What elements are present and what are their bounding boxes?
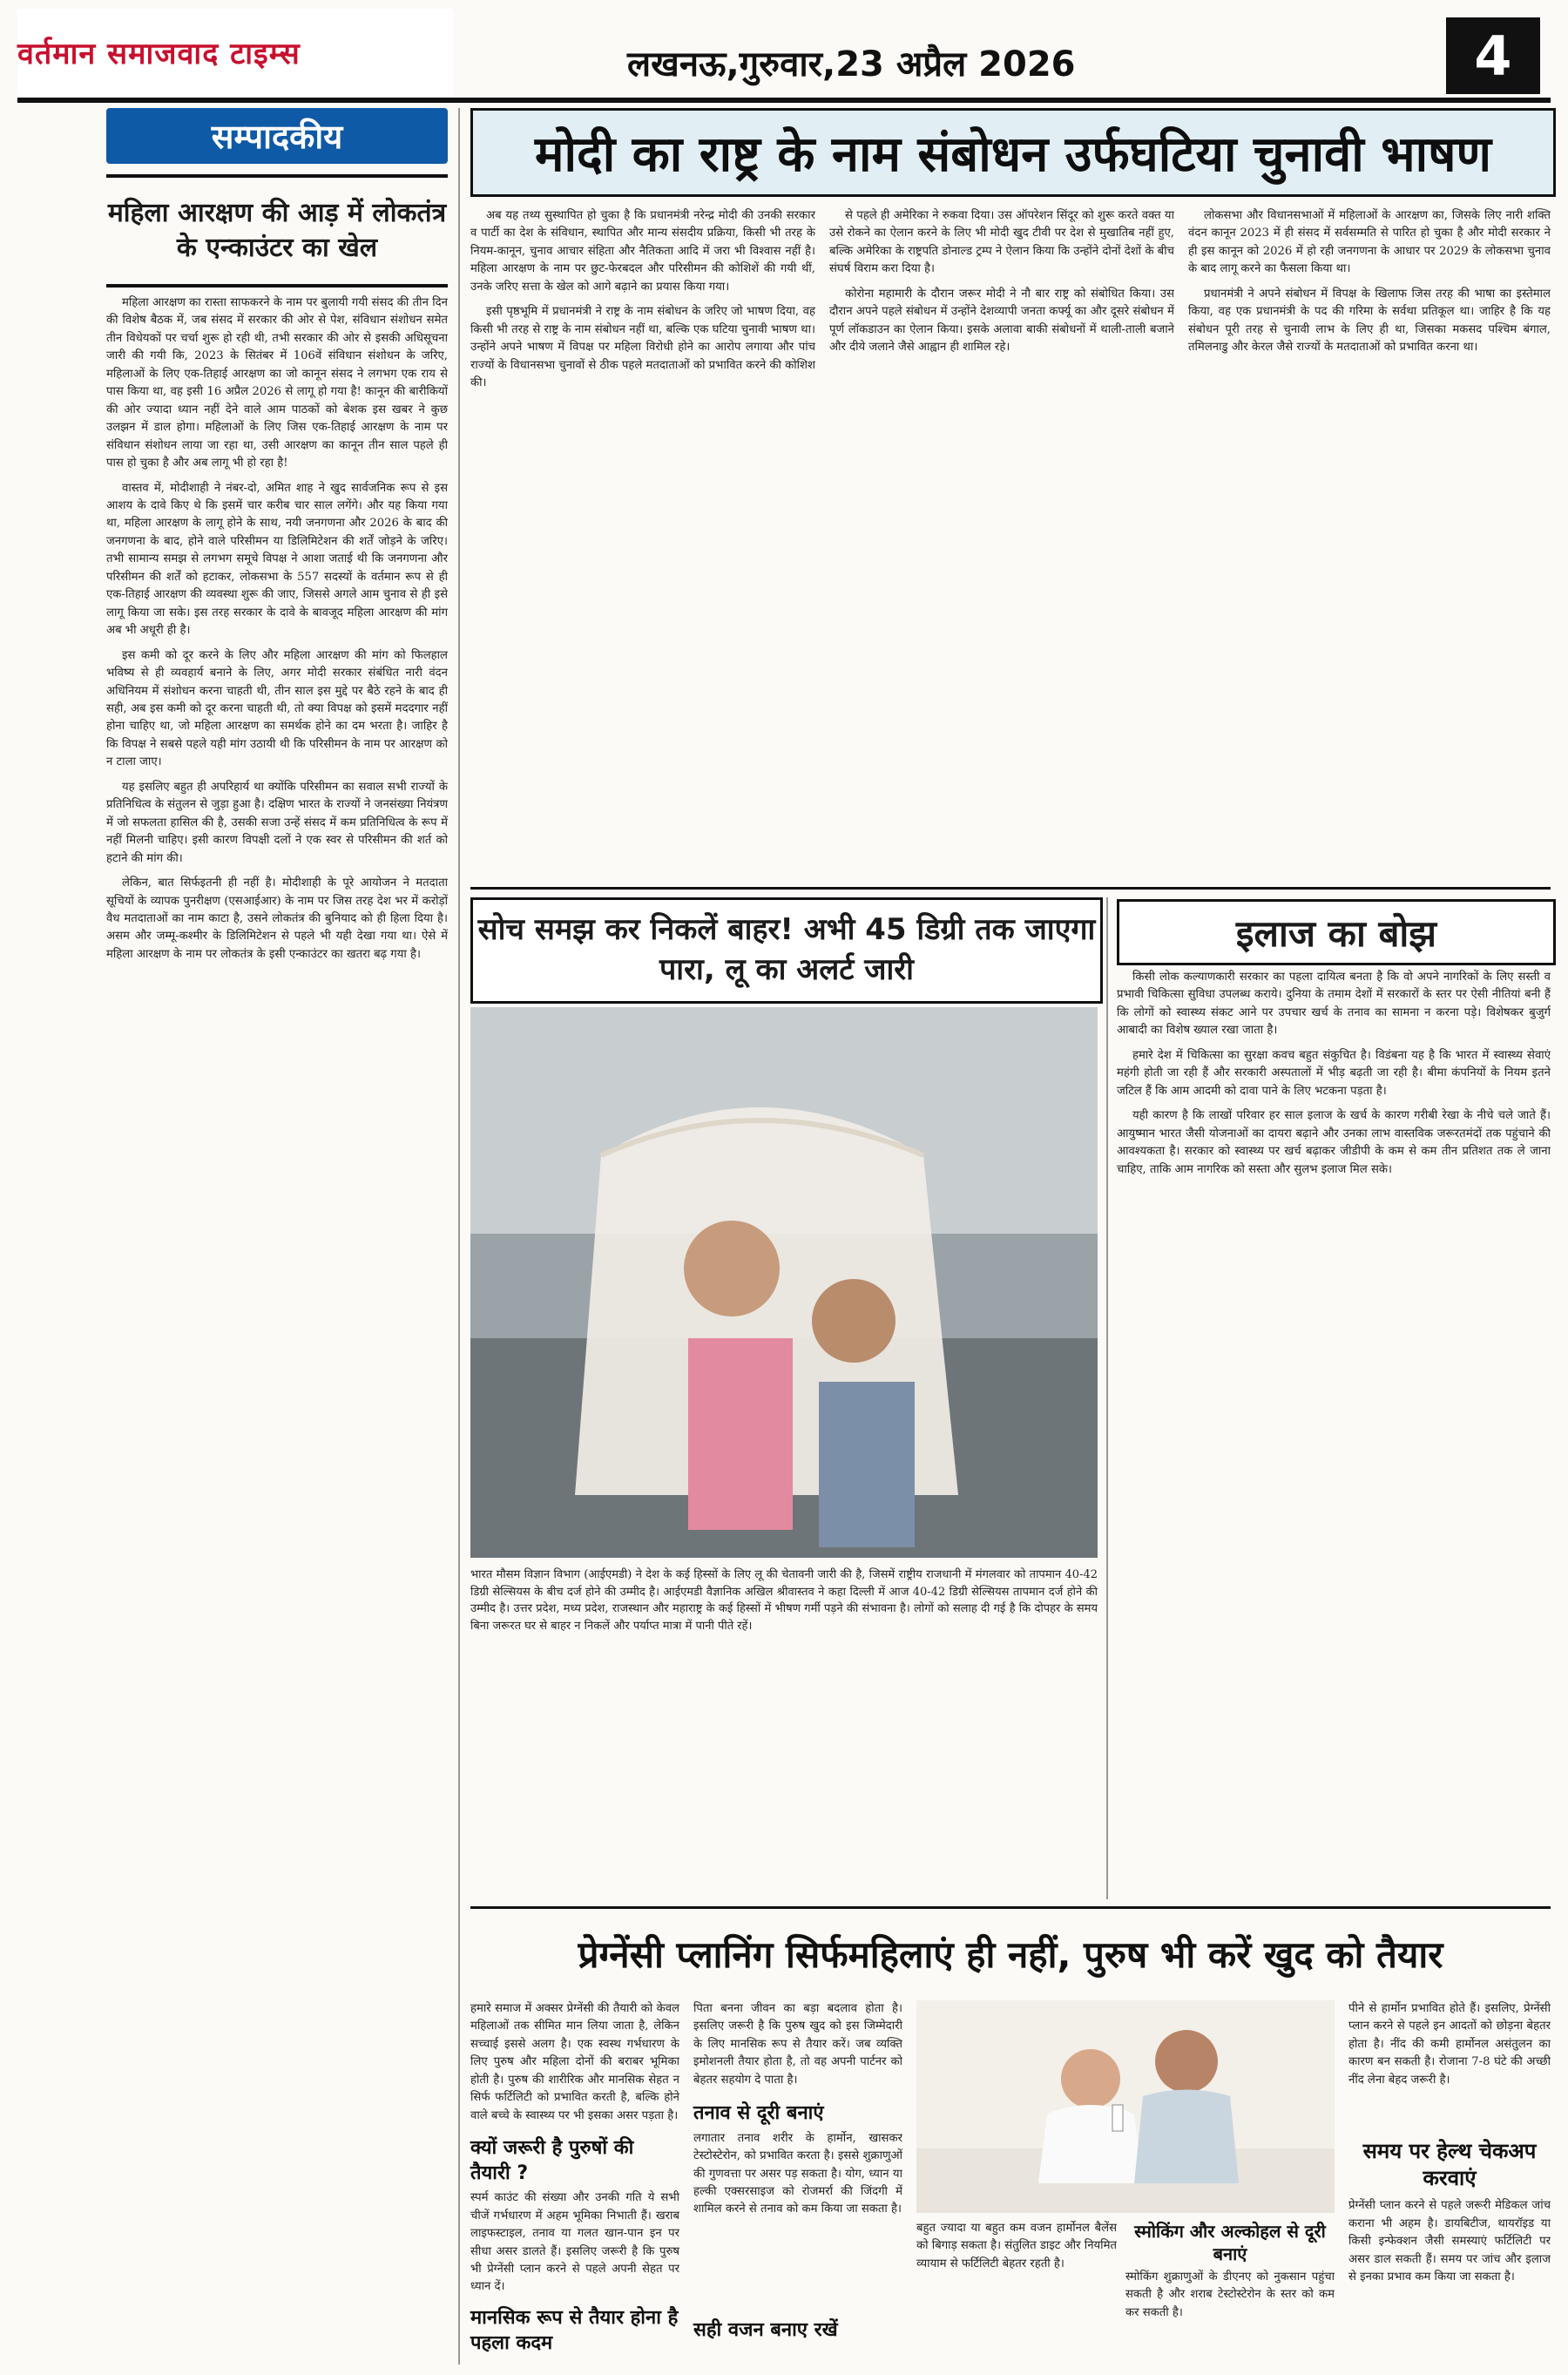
pregnancy-col2 bbox=[693, 2000, 902, 2366]
pregnancy-paragraph: हमारे समाज में अक्सर प्रेग्नेंसी की तैयारी को केवल महिलाओं तक सीमित मान लिया जाता है, लेकिन सच्चाई इससे अलग है। एक स्वस्थ गर्भधारण के लिए पुरुष और महिला दोनों की बराबर भूमिका होती है। पुरुष की शारीरिक और मानसिक सेहत न सिर्फ फर्टिलिटी को प्रभावित करती है, बल्कि होने वाले बच्चे के स्वास्थ्य पर भी इसका असर पड़ता है। bbox=[470, 2002, 679, 2122]
heatwave-headline: सोच समझ कर निकलें बाहर! अभी 45 डिग्री तक जाएगा पारा, लू का अलर्ट जारी bbox=[470, 897, 1103, 1004]
pregnancy-headline: प्रेग्नेंसी प्लानिंग सिर्फमहिलाएं ही नहीं, पुरुष भी करें खुद को तैयार bbox=[578, 1932, 1443, 1976]
pregnancy-subhead: सही वजन बनाए रखें bbox=[693, 2318, 838, 2341]
page-number: 4 bbox=[1446, 17, 1540, 94]
pregnancy-photo-illustration bbox=[916, 2000, 1335, 2213]
pregnancy-paragraph: स्पर्म काउंट की संख्या और उनकी गति ये सभी चीजें गर्भधारण में अहम भूमिका निभाती हैं। खराब लाइफस्टाइल, तनाव या गलत खान-पान इन पर सीधा असर डालते हैं। इसलिए जरूरी है कि पुरुष भी प्रेग्नेंसी प्लान करने से पहले अपनी सेहत पर ध्यान दें। bbox=[470, 2191, 679, 2294]
burden-paragraph: यही कारण है कि लाखों परिवार हर साल इलाज के खर्च के कारण गरीबी रेखा के नीचे चले जाते हैं। आयुष्मान भारत जैसी योजनाओं का दायरा बढ़ाने और उनका लाभ वास्तविक जरूरतमंदों तक पहुंचाने की आवश्यकता है। सरकार को स्वास्थ्य पर खर्च बढ़ाकर जीडीपी के कम से कम तीन प्रतिशत तक ले जाना चाहिए, ताकि आम नागरिक को सस्ता और सुलभ इलाज मिल सके। bbox=[1117, 1109, 1551, 1176]
heatwave-photo-illustration bbox=[470, 1007, 1098, 1558]
burden-paragraph: किसी लोक कल्याणकारी सरकार का पहला दायित्व बनता है कि वो अपने नागरिकों के लिए सस्ती व प्रभावी चिकित्सा सुविधा उपलब्ध कराये। दुनिया के तमाम देशों में सरकारों के स्तर पर ऐसी नीतियां बनी हैं कि लोगों को स्वास्थ्य संकट आने पर उपचार खर्च के तनाव का सामना न करना पड़े। विशेषकर बुजुर्ग आबादी का विशेष ख्याल रखा जाता है। bbox=[1117, 971, 1551, 1038]
main-headline: मोदी का राष्ट्र के नाम संबोधन उर्फघटिया चुनावी भाषण bbox=[470, 108, 1556, 197]
main-article-paragraph: लोकसभा और विधानसभाओं में महिलाओं के आरक्षण का, जिसके लिए नारी शक्ति वंदन कानून 2023 में ही संसद में सर्वसम्मति से पारित हो चुका है और मोदी सरकार ने ही इस कानून को 2026 में हो रही जनगणना के आधार पर 2029 के लोकसभा चुनाव के बाद लागू करने का फैसला किया था। bbox=[1188, 209, 1551, 276]
dateline: लखनऊ,गुरुवार,23 अप्रैल 2026 bbox=[627, 44, 1076, 85]
editorial-body bbox=[106, 294, 448, 2359]
editorial-section-label: सम्पादकीय bbox=[106, 108, 448, 164]
burden-body bbox=[1117, 969, 1551, 1901]
pregnancy-subhead: तनाव से दूरी बनाएं bbox=[693, 2102, 824, 2124]
paper-name: वर्तमान समाजवाद टाइम्स bbox=[17, 9, 453, 96]
heatwave-caption: भारत मौसम विज्ञान विभाग (आईएमडी) ने देश के कई हिस्सों के लिए लू की चेतावनी जारी की है, जिसमें राष्ट्रीय राजधानी में मंगलवार को तापमान 40-42 डिग्री सेल्सियस के बीच दर्ज होने की उम्मीद है। आईएमडी वैज्ञानिक अखिल श्रीवास्तव ने कहा दिल्ली में आज 40-42 डिग्री सेल्सियस तापमान दर्ज होने की उम्मीद है। उत्तर प्रदेश, मध्य प्रदेश, राजस्थान और महाराष्ट्र के कई हिस्सों में भीषण गर्मी पड़ने की संभावना है। लोगों को सलाह दी गई है कि दोपहर के समय बिना जरूरत घर से बाहर न निकलें और पर्याप्त मात्रा में पानी पीते रहें। bbox=[470, 1568, 1098, 1633]
main-article-col1 bbox=[470, 207, 815, 883]
pregnancy-subhead: क्यों जरूरी है पुरुषों की तैयारी ? bbox=[470, 2137, 634, 2184]
burden-headline: इलाज का बोझ bbox=[1117, 899, 1556, 965]
pregnancy-photo bbox=[916, 2000, 1335, 2213]
section-rule bbox=[470, 887, 1551, 890]
main-article-col3 bbox=[1188, 207, 1551, 883]
pregnancy-subhead: समय पर हेल्थ चेकअप करवाएं bbox=[1362, 2139, 1537, 2191]
pregnancy-paragraph: पिता बनना जीवन का बड़ा बदलाव होता है। इसलिए जरूरी है कि पुरुष खुद को इस जिम्मेदारी के लिए मानसिक रूप से तैयार करें। जब व्यक्ति इमोशनली तैयार होता है, तो वह अपनी पार्टनर को बेहतर सहयोग दे पाता है। bbox=[693, 2002, 902, 2087]
pregnancy-col4 bbox=[1348, 2000, 1551, 2366]
editorial-paragraph: यह इसलिए बहुत ही अपरिहार्य था क्योंकि परिसीमन का सवाल सभी राज्यों के प्रतिनिधित्व के संतुलन से जुड़ा हुआ है। दक्षिण भारत के राज्यों ने जनसंख्या नियंत्रण में जो सफलता हासिल की है, उसकी सजा उन्हें संसद में कम प्रतिनिधित्व के रूप में नहीं मिलनी चाहिए। इसी कारण विपक्षी दलों ने एक स्वर से परिसीमन की शर्त को हटाने की मांग की। bbox=[106, 780, 448, 865]
heatwave-photo bbox=[470, 1007, 1098, 1558]
column-divider bbox=[458, 108, 460, 2365]
main-article-paragraph: अब यह तथ्य सुस्थापित हो चुका है कि प्रधानमंत्री नरेन्द्र मोदी की उनकी सरकार व पार्टी का देश के संविधान, स्थापित और मान्य संसदीय प्रक्रिया, किसी भी तरह के नियम-कानून, चुनाव आचार संहिता और नैतिकता आदि में जरा भी विश्वास नहीं है। महिला आरक्षण के नाम पर छुट-फेरबदल और परिसीमन की कोशिशें की गयी थीं, उनके जरिए सत्ता के खेल को आगे बढ़ाने का प्रयास किया गया। bbox=[470, 209, 815, 294]
pregnancy-smoking-box bbox=[1125, 2220, 1335, 2366]
editorial-title: महिला आरक्षण की आड़ में लोकतंत्र के एन्काउंटर का खेल bbox=[106, 174, 448, 288]
pregnancy-paragraph: पीने से हार्मोन प्रभावित होते हैं। इसलिए, प्रेग्नेंसी प्लान करने से पहले इन आदतों को छोड़ना बेहतर होता है। नींद की कमी हार्मोनल असंतुलन का कारण बन सकती है। रोजाना 7-8 घंटे की अच्छी नींद लेना बेहद जरूरी है। bbox=[1348, 2002, 1551, 2087]
pregnancy-paragraph: स्मोकिंग शुक्राणुओं के डीएनए को नुकसान पहुंचा सकती है और शराब टेस्टोस्टेरोन के स्तर को कम कर सकती है। bbox=[1125, 2270, 1335, 2319]
section-rule bbox=[470, 1906, 1551, 1909]
pregnancy-col1 bbox=[470, 2000, 679, 2366]
editorial-paragraph: वास्तव में, मोदीशाही ने नंबर-दो, अमित शाह ने खुद सार्वजनिक रूप से इस आशय के दावे किए थे कि इसमें चार करीब चार साल लगेंगे। और यह किया गया था, महिला आरक्षण के लागू होने के साथ, नयी जनगणना और 2026 के बाद की जनगणना के बाद, होने वाले परिसीमन या डिलिमिटेशन की शर्तें जोड़ने के जरिए। तभी सामान्य समझ से लगभग समूचे विपक्ष ने आशा जताई थी कि जनगणना और परिसीमन की शर्तें को हटाकर, लोकसभा के 557 सदस्यों के वर्तमान रूप से ही एक-तिहाई आरक्षण की व्यवस्था शुरू की जाए, जिससे अगले आम चुनाव से ही इसे लागू किया जा सके। इस तरह सरकार के दावे के बावजूद महिला आरक्षण की मांग अब भी अधूरी ही है। bbox=[106, 481, 448, 638]
editorial-paragraph: इस कमी को दूर करने के लिए और महिला आरक्षण की मांग को फिलहाल भविष्य से ही व्यवहार्य बनाने के लिए, अगर मोदी सरकार संबंधित नारी वंदन अधिनियम में संशोधन करना चाहती थी, तीन साल इस मुद्दे पर बैठे रहने के बाद ही सही, अब इस कमी को दूर करना चाहती थी, तो क्या विपक्ष को इसमें मददगार नहीं होना चाहिए था, जो महिला आरक्षण का समर्थक होने का दम भरता है। जाहिर है कि विपक्ष ने सबसे पहले यही मांग उठायी थी कि परिसीमन के नाम पर आरक्षण को न टाला जाए। bbox=[106, 648, 448, 769]
main-article-paragraph: कोरोना महामारी के दौरान जरूर मोदी ने नौ बार राष्ट्र को संबोधित किया। उस दौरान अपने पहले संबोधन में उन्होंने देशव्यापी जनता कर्फ्यू का और दूसरे संबोधन में पूर्ण लॉकडाउन का ऐलान किया। इसके अलावा बाकी संबोधनों में थाली-ताली बजाने और दीये जलाने जैसे आह्वान ही शामिल रहे। bbox=[829, 287, 1174, 355]
pregnancy-paragraph: बहुत ज्यादा या बहुत कम वजन हार्मोनल बैलेंस को बिगाड़ सकता है। संतुलित डाइट और नियमित व्यायाम से फर्टिलिटी बेहतर रहती है। bbox=[916, 2222, 1117, 2270]
main-article-paragraph: से पहले ही अमेरिका ने रुकवा दिया। उस ऑपरेशन सिंदूर को शुरू करते वक्त या उसे रोकने का ऐलान करने के लिए भी मोदी खुद टीवी पर देश से मुखातिब नहीं हुए, बल्कि अमेरिका के राष्ट्रपति डोनाल्ड ट्रम्प ने ऐलान किया कि उन्होंने दोनों देशों के बीच संघर्ष विराम करा दिया है। bbox=[829, 209, 1174, 276]
editorial-paragraph: महिला आरक्षण का रास्ता साफकरने के नाम पर बुलायी गयी संसद की तीन दिन की विशेष बैठक में, जब संसद में सरकार की ओर से पेश, संविधान संशोधन समेत तीन विधेयकों पर चर्चा शुरू हो रही थी, तभी सरकार की ओर से इसकी अधिसूचना जारी की गयी कि, 2023 के सितंबर में 106वें संविधान संशोधन के जरिए, महिलाओं के लिए एक-तिहाई आरक्षण का जो कानून संसद ने लगभग एक राय से पास किया था, वह इसी 16 अप्रैल 2026 से लागू हो गया है! कानून की बारीकियों की ओर ज्यादा ध्यान नहीं देने वाले आम पाठकों को बेशक इस खबर ने कुछ उलझन में डाल होगा। महिलाओं के लिए जिस एक-तिहाई आरक्षण के नाम पर संविधान संशोधन लाया जा रहा था, उसी आरक्षण का कानून तीन साल पहले ही पास हो चुका है और अब लागू भी हो रहा है! bbox=[106, 296, 448, 470]
pregnancy-paragraph: प्रेग्नेंसी प्लान करने से पहले जरूरी मेडिकल जांच कराना भी अहम है। डायबिटीज, थायरॉइड या किसी इन्फेक्शन जैसी समस्याएं फर्टिलिटी पर असर डाल सकती हैं। समय पर जांच और इलाज से इनका प्रभाव कम किया जा सकता है। bbox=[1348, 2199, 1551, 2284]
pregnancy-subhead: स्मोकिंग और अल्कोहल से दूरी बनाएं bbox=[1134, 2221, 1326, 2264]
main-article-paragraph: इसी पृष्ठभूमि में प्रधानमंत्री ने राष्ट्र के नाम संबोधन के जरिए जो भाषण दिया, वह किसी भी तरह से राष्ट्र के नाम संबोधन नहीं था, बल्कि एक घटिया चुनावी भाषण था। उन्होंने अपने भाषण में विपक्ष पर महिला विरोधी होने का आरोप लगाया और पांच राज्यों के विधानसभा चुनावों से ठीक पहले मतदाताओं को प्रभावित करने की कोशिश की। bbox=[470, 305, 815, 390]
pregnancy-subhead: मानसिक रूप से तैयार होना है पहला कदम bbox=[470, 2307, 679, 2354]
main-article-paragraph: प्रधानमंत्री ने अपने संबोधन में विपक्ष के खिलाफ जिस तरह की भाषा का इस्तेमाल किया, वह एक प्रधानमंत्री के पद की गरिमा के सर्वथा प्रतिकूल था। जाहिर है कि यह संबोधन पूरी तरह से चुनावी लाभ के लिए ही था, जिसका मकसद पश्चिम बंगाल, तमिलनाडु और केरल जैसे राज्यों के मतदाताओं को प्रभावित करना था। bbox=[1188, 287, 1551, 355]
pregnancy-col3 bbox=[916, 2220, 1117, 2366]
editorial-paragraph: लेकिन, बात सिर्फइतनी ही नहीं है। मोदीशाही के पूरे आयोजन ने मतदाता सूचियों के व्यापक पुनरीक्षण (एसआईआर) के नाम पर जिस तरह देश भर में करोड़ों वैध मतदाताओं का नाम काटा है, उसने लोकतंत्र की बुनियाद को ही हिला दिया है। असम और जम्मू-कश्मीर के डिलिमिटेशन से पहले भी यही देखा गया था। ऐसे में महिला आरक्षण के नाम पर लोकतंत्र के इसी एन्काउंटर का खतरा बढ़ गया है। bbox=[106, 876, 448, 961]
main-article-col2 bbox=[829, 207, 1174, 883]
column-divider bbox=[1106, 897, 1108, 1899]
pregnancy-paragraph: लगातार तनाव शरीर के हार्मोन, खासकर टेस्टोस्टेरोन, को प्रभावित करता है। इससे शुक्राणुओं की गुणवत्ता पर असर पड़ सकता है। योग, ध्यान या हल्की एक्सरसाइज को रोजमर्रा की जिंदगी में शामिल करने से तनाव को कम किया जा सकता है। bbox=[693, 2131, 902, 2216]
burden-paragraph: हमारे देश में चिकित्सा का सुरक्षा कवच बहुत संकुचित है। विडंबना यह है कि भारत में स्वास्थ्य सेवाएं महंगी होती जा रही हैं और सरकारी अस्पतालों में भीड़ बढ़ती जा रही है। बीमा कंपनियों के नियम इतने जटिल हैं कि आम आदमी को दावा पाने के लिए भटकना पड़ता है। bbox=[1117, 1048, 1551, 1098]
masthead-rule bbox=[17, 98, 1551, 103]
